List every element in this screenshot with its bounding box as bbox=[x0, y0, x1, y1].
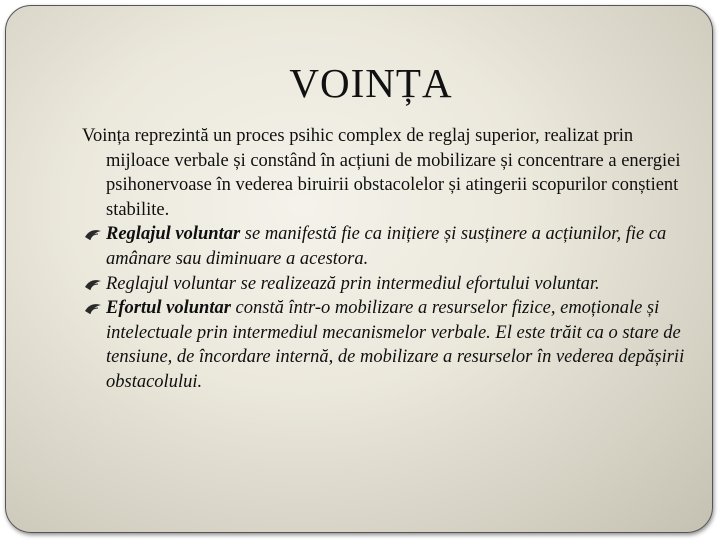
bullet-item bbox=[82, 296, 697, 394]
ribbon-bullet-icon bbox=[84, 227, 102, 241]
bullet-text: Reglajul voluntar se realizează prin intermediul efortului voluntar. bbox=[106, 273, 600, 294]
slide-title: VOINȚA bbox=[289, 60, 453, 106]
bullet-item bbox=[82, 272, 697, 297]
slide-panel bbox=[5, 5, 713, 533]
ribbon-bullet-icon bbox=[84, 301, 102, 315]
ribbon-bullet-icon bbox=[84, 277, 102, 291]
slide-body bbox=[82, 124, 697, 395]
bullet-bold-term: Reglajul voluntar bbox=[106, 224, 241, 245]
definition-paragraph: Voința reprezintă un proces psihic complex de reglaj superior, realizat prin mijloace verbale și constând în acțiuni de mobilizare și concentrare a energiei psihonervoase în vederea biruirii obstacolelor și atingerii scopurilor conștient stabilite. bbox=[82, 126, 681, 220]
bullet-item bbox=[82, 222, 697, 271]
bullet-text: se manifestă fie ca inițiere și susținere a acțiunilor, fie ca amânare sau diminuare a acestora. bbox=[106, 224, 667, 269]
bullet-bold-term: Efortul voluntar bbox=[106, 298, 231, 319]
bullet-text: constă într-o mobilizare a resurselor fizice, emoționale și intelectuale prin intermediul mecanismelor verbale. El este trăit ca o stare de tensiune, de încordare internă, de mobilizare a resurselor în vederea depășirii obstacolului. bbox=[106, 298, 685, 392]
